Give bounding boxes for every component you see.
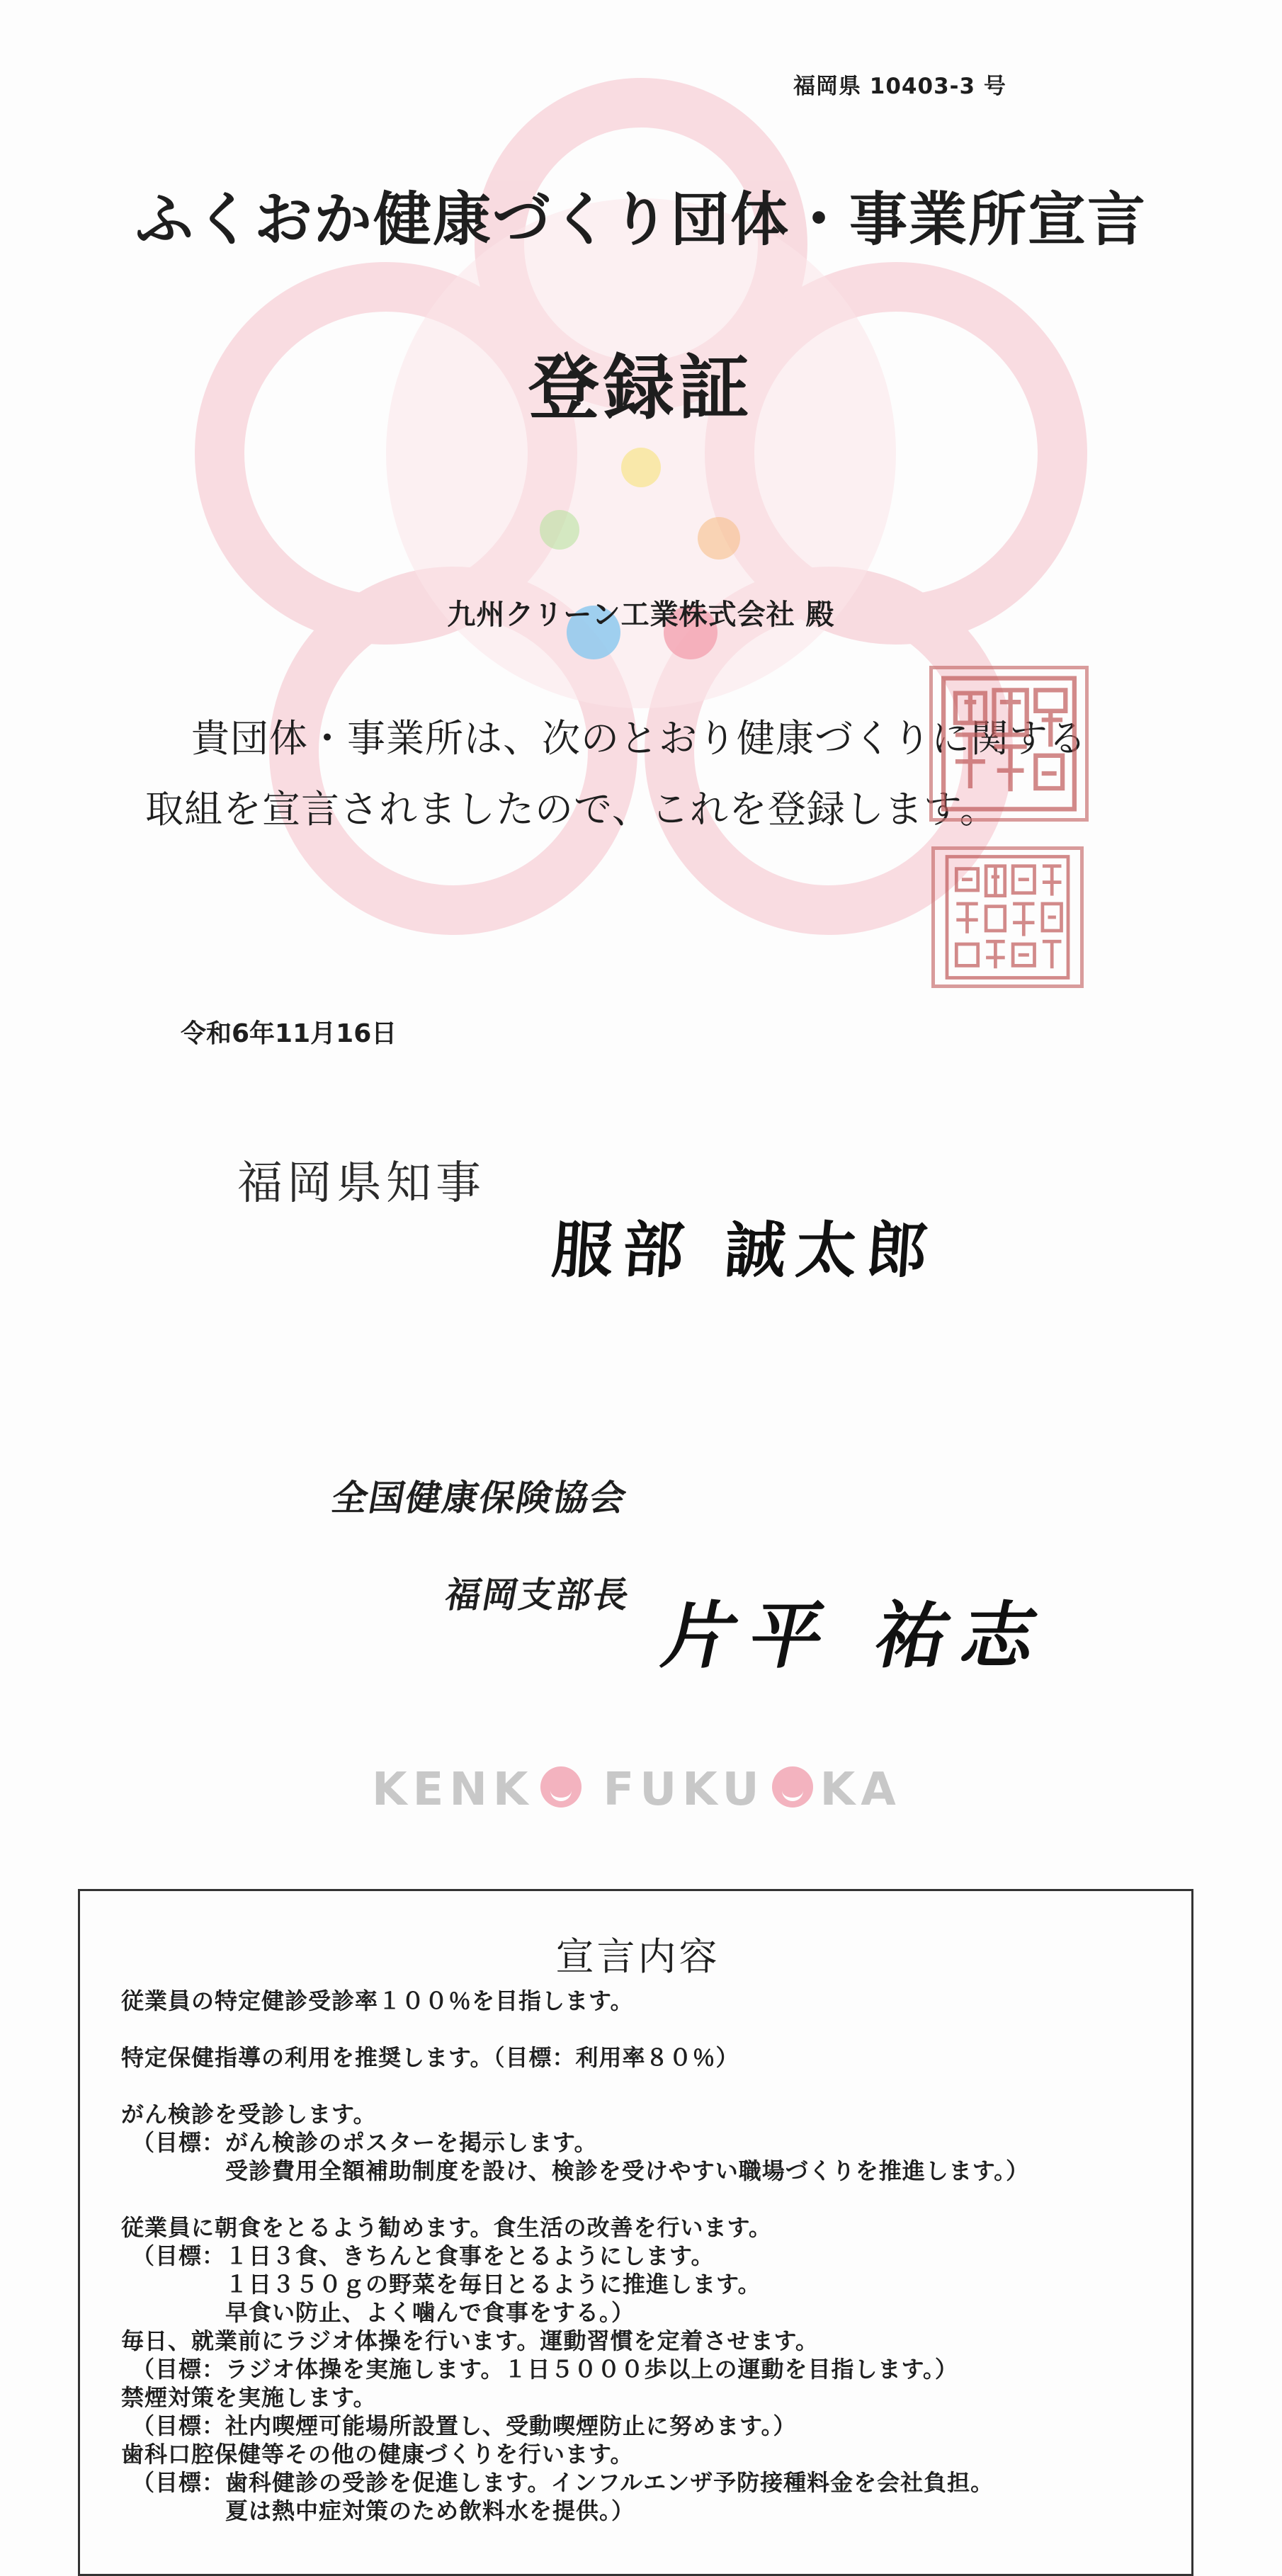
logo-text-kenk: KENK	[372, 1764, 534, 1816]
body-line-1: 貴団体・事業所は、次のとおり健康づくりに関する	[191, 716, 1087, 761]
declaration-line: 特定保健指導の利用を推奨します。（目標：利用率８０％）	[121, 2044, 739, 2071]
declaration-line: 歯科口腔保健等その他の健康づくりを行います。	[121, 2441, 634, 2468]
declaration-goal-line: （目標：社内喫煙可能場所設置し、受動喫煙防止に努めます。）	[132, 2412, 797, 2439]
declaration-line: 従業員に朝食をとるよう勧めます。食生活の改善を行います。	[121, 2214, 772, 2241]
certificate-title: ふくおか健康づくり団体・事業所宣言	[135, 186, 1147, 254]
declaration-goal-line: １日３５０ｇの野菜を毎日とるように推進します。	[225, 2271, 761, 2298]
logo-text-ka: KA	[819, 1764, 902, 1816]
plum-blossom-watermark	[0, 0, 1282, 1041]
declaration-goal-line: （目標：歯科健診の受診を促進します。インフルエンザ予防接種料金を会社負担。	[132, 2469, 994, 2496]
governor-seal-stamp	[929, 666, 1089, 822]
smile-face-icon	[540, 1766, 582, 1808]
declaration-item	[121, 2213, 1184, 2327]
branch-head-signature: 片平 祐志	[655, 1594, 1059, 1679]
declaration-goal-line: 受診費用全額補助制度を設け、検診を受けやすい職場づくりを推進します。）	[225, 2157, 1030, 2184]
dot-green	[540, 510, 579, 550]
declaration-item	[121, 2327, 1184, 2383]
declaration-item	[121, 1987, 1184, 2015]
kenko-fukuoka-logo	[372, 1764, 1282, 1816]
dot-orange	[698, 517, 740, 560]
governor-name: 服部 誠太郎	[549, 1215, 940, 1286]
association-name: 全国健康保険協会	[329, 1477, 631, 1519]
declaration-goal-line: （目標：１日３食、きちんと食事をとるようにします。	[132, 2242, 715, 2269]
declaration-box	[78, 1889, 1193, 2576]
certificate-subtitle: 登録証	[528, 346, 754, 429]
declaration-item	[121, 2440, 1184, 2525]
association-seal-stamp	[931, 846, 1084, 988]
declaration-line: がん検診を受診します。	[121, 2101, 377, 2128]
governor-title: 福岡県知事	[237, 1157, 485, 1210]
declaration-line: 従業員の特定健診受診率１００％を目指します。	[121, 1987, 634, 2014]
recipient-name: 九州クリーン工業株式会社 殿	[447, 598, 835, 631]
logo-text-fuku: FUKU	[603, 1764, 765, 1816]
association-branch-title: 福岡支部長	[442, 1574, 634, 1616]
declaration-goal-line: （目標：ラジオ体操を実施します。１日５０００歩以上の運動を目指します。）	[132, 2356, 958, 2383]
smile-face-icon	[772, 1766, 813, 1808]
declaration-line: 毎日、就業前にラジオ体操を行います。運動習慣を定着させます。	[121, 2327, 819, 2354]
body-line-2: 取組を宣言されましたので、これを登録します。	[145, 787, 999, 832]
declaration-line: 禁煙対策を実施します。	[121, 2384, 377, 2411]
declaration-list	[121, 1987, 1184, 2525]
declaration-item	[121, 2043, 1184, 2072]
declaration-item	[121, 2383, 1184, 2440]
declaration-goal-line: 夏は熱中症対策のため飲料水を提供。）	[225, 2497, 635, 2524]
registration-number: 福岡県 10403-3 号	[793, 74, 1006, 99]
declaration-goal-line: 早食い防止、よく噛んで食事をする。）	[225, 2299, 635, 2326]
issue-date: 令和6年11月16日	[181, 1019, 397, 1048]
declaration-item	[121, 2100, 1184, 2185]
dot-yellow	[621, 448, 661, 487]
declaration-goal-line: （目標：がん検診のポスターを掲示します。	[132, 2129, 598, 2156]
declaration-heading: 宣言内容	[555, 1934, 720, 1979]
